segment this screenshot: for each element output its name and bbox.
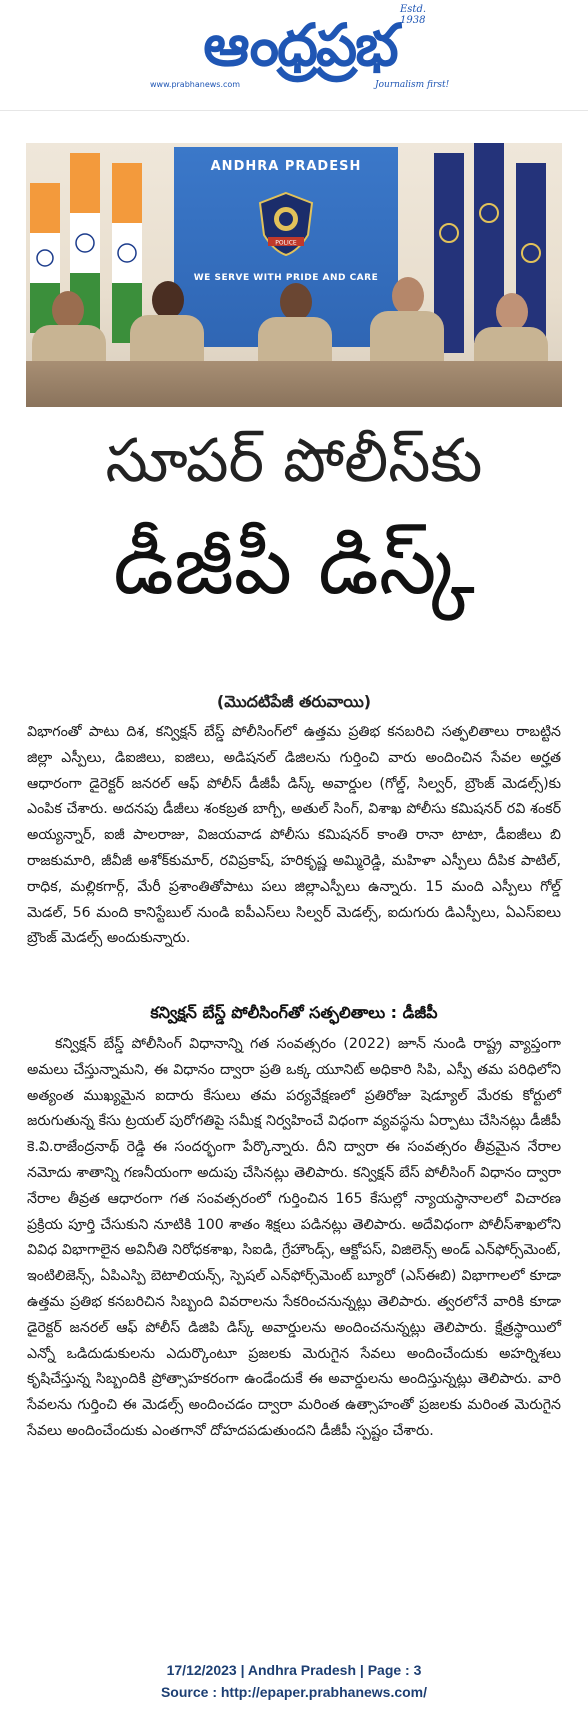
news-photo [26,143,562,407]
dateline: 17/12/2023 | Andhra Pradesh | Page : 3 [166,1662,422,1678]
article-paragraph-2: కన్విక్షన్ బేస్డ్ పోలీసింగ్ విధానాన్ని గత సంవత్సరం (2022) జూన్ నుండి రాష్ట్ర వ్యాప్తంగా అమలు చేస్తున్నామని, ఈ విధానం ద్వారా ప్రతి ఒక్క యూనిట్ అధికారి సిపి, ఎస్పీ తమ పరిధిలోని అత్యంత ముఖ్యమైన ఐదారు కేసులు తమ పర్యవేక్షణలో ప్రతిరోజు షెడ్యూల్ మేరకు కోర్టులో జరుగుతున్న కేసు ట్రయల్ పురోగతిపై సమీక్ష నిర్వహించే విధంగా వ్యవస్థను ఏర్పాటు చేసినట్లు డీజీపీ కె.వి.రాజేంద్రనాథ్ రెడ్డి ఈ సందర్భంగా పేర్కొన్నారు. దీని ద్వారా ఈ సంవత్సరం తీవ్రమైన నేరాల నమోదు శాతాన్ని గణనీయంగా అదుపు చేసినట్లు తెలిపారు. కన్విక్షన్ బేస్ పోలీసింగ్ విధానం ద్వారా నేరాల తీవ్రత ఆధారంగా గత సంవత్సరంలో గుర్తించిన 165 కేసుల్లో న్యాయస్థానాలలో విచారణ ప్రక్రియ పూర్తి చేసుకుని నూటికి 100 శాతం శిక్షలు పడినట్లు తెలిపారు. అదేవిధంగా పోలీస్‌శాఖలోని వివిధ విభాగాలైన అవినీతి నిరోధకశాఖ, సిఐడి, గ్రేహౌండ్స్, ఆక్టోపస్, విజిలెన్స్ అండ్ ఎన్‌ఫోర్స్‌మెంట్, ఇంటిలిజెన్స్, ఏపిఎస్పి బెటాలియన్స్, స్పెషల్ ఎన్‌ఫోర్స్‌మెంట్ బ్యూరో (ఎస్ఈబి) విభాగాలలో కూడా ఉత్తమ ప్రతిభ కనబరిచిన సిబ్బంది వివరాలను సేకరించనున్నట్లు తెలిపారు. త్వరలోనే వారికి కూడా డైరెక్టర్ జనరల్ ఆఫ్ పోలీస్ డిజిపి డిస్క్ అవార్డులను అందించనున్నట్లు తెలిపారు. క్షేత్రస్థాయిలో ఎన్నో ఒడిదుడుకులను ఎదుర్కొంటూ ప్రజలకు మెరుగైన సేవలు అందించేందుకు అహర్నిశలు కృషిచేస్తున్న సిబ్బందికి ప్రోత్సాహకరంగా ఉండేందుకే ఈ అవార్డులను అందిస్తున్నట్లు తెలిపారు. వారి సేవలను గుర్తించి ఈ మెడల్స్ అందించడం ద్వారా మరింత ఉత్సాహంతో ప్రజలకు మరింత మెరుగైన సేవలు అందించేందుకు ఎంతగానో దోహదపడుతుందని డీజీపీ స్పష్టం చేశారు. [27,1036,561,1439]
banner-motto: WE SERVE WITH PRIDE AND CARE [193,273,379,283]
police-emblem-icon [256,191,316,257]
indian-flag-icon [112,143,142,343]
emblem-label: POLICE [275,239,297,247]
continued-label: (మొదటిపేజీ తరువాయి) [216,692,372,711]
established-year: Estd. 1938 [400,4,427,26]
headline-line-1: సూపర్ పోలీస్‌కు [105,426,483,496]
masthead-divider [0,110,588,111]
newspaper-logo [150,4,450,100]
logo-wordmark: ఆంధ్రప్రభ [203,11,397,79]
article-paragraph-1: విభాగంతో పాటు దిశ, కన్విక్షన్ బేస్డ్ పోలీసింగ్‌లో ఉత్తమ ప్రతిభ కనబరిచి సత్ఫలితాలు రాబట్టిన జిల్లా ఎస్పీలు, డిఐజిలు, ఐజిలు, అడిషనల్ డిజిలను గుర్తించి వారు అందించిన సేవల అర్హత ఆధారంగా డైరెక్టర్ జనరల్ ఆఫ్ పోలీస్ డీజీపీ డిస్క్ అవార్డుల (గోల్డ్, సిల్వర్, బ్రౌంజ్ మెడల్స్)కు ఎంపిక చేశారు. అదనపు డీజీలు శంకబ్రత బాగ్చీ, అతుల్ సింగ్, విశాఖ పోలీసు కమిషనర్ రవి శంకర్ అయ్యన్నార్, ఐజీ పాలరాజు, విజయవాడ పోలీసు కమిషనర్ కాంతి రానా టాటా, డీఐజీలు బి రాజకుమారి, జీవీజీ అశోక్‌కుమార్, రవిప్రకాష్, హరికృష్ణ అమ్మిరెడ్డి, మహిళా ఎస్పీలు దీపిక పాటిల్, రాధిక, మల్లికగార్గ్, మేరీ ప్రశాంతితోపాటు పలు జిల్లాఎస్పీలు ఉన్నారు. 15 మంది ఎస్పీలు గోల్డ్ మెడల్, 56 మంది కానిస్టేబుల్ నుండి ఐపీఎస్‌లు సిల్వర్ మెడల్స్, ఐదుగురు డిఎస్పీలు, ఏఎస్ఐలు బ్రౌంజ్ మెడల్స్ అందుకున్నారు. [27,724,561,947]
headline-line-2: డీజీపీ డిస్క్ [113,518,475,613]
site-url: www.prabhanews.com [150,80,241,89]
source-link[interactable]: Source : http://epaper.prabhanews.com/ [160,1684,428,1700]
article-subheading: కన్విక్షన్ బేస్డ్ పోలీసింగ్‌తో సత్ఫలితాలు : డీజీపీ [150,1003,438,1022]
tagline: Journalism first! [375,80,450,90]
masthead [0,0,588,112]
banner-title: ANDHRA PRADESH [210,159,362,174]
conference-table [26,361,562,407]
